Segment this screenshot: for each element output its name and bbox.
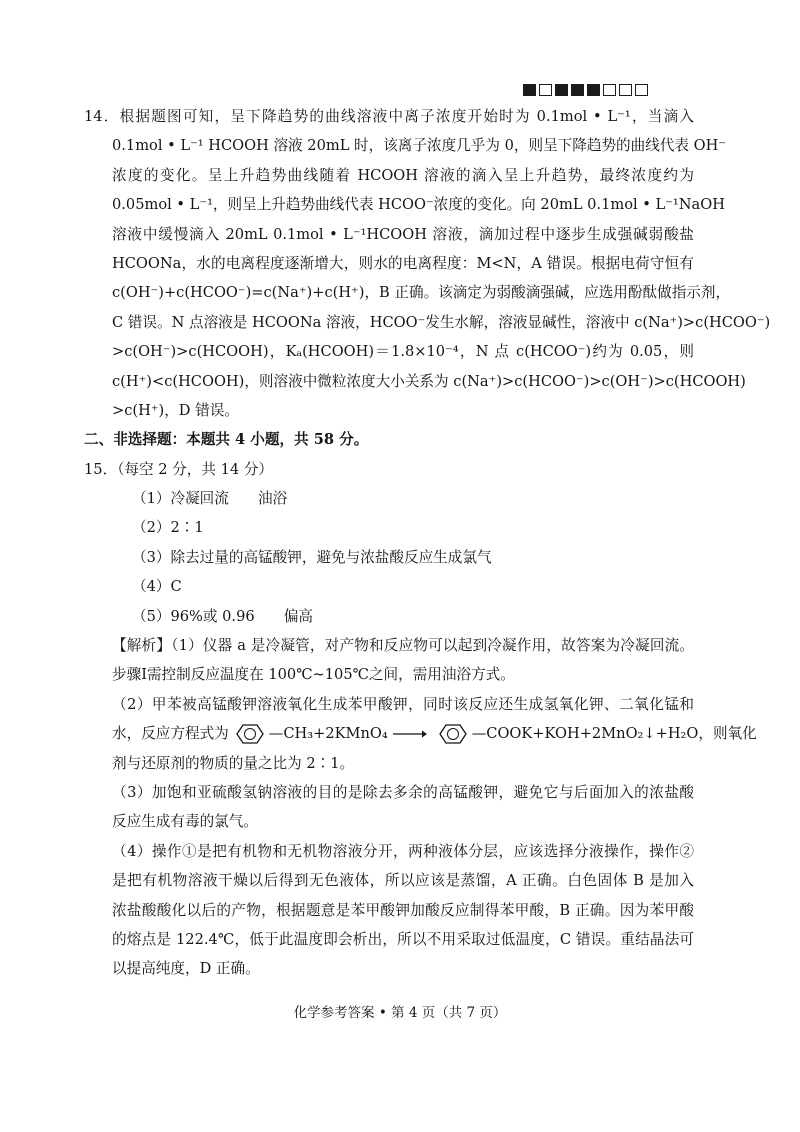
q15-answer-3: （3）除去过量的高锰酸钾，避免与浓盐酸反应生成氯气 — [132, 548, 492, 566]
q15-answer-5: （5）96%或 0.96 偏高 — [132, 607, 314, 625]
q15-answer-1: （1）冷凝回流 油浴 — [132, 490, 288, 508]
equation-line — [112, 719, 757, 748]
benzene-ring-icon — [229, 723, 269, 745]
page-footer: 化学参考答案 • 第 4 页（共 7 页） — [293, 1005, 507, 1021]
analysis-line-7: 反应生成有毒的氯气。 — [112, 813, 258, 831]
q14-line-3: 浓度的变化。呈上升趋势曲线随着 HCOOH 溶液的滴入呈上升趋势，最终浓度约为 — [112, 166, 694, 184]
progress-squares — [523, 84, 648, 96]
q15-answer-4: （4）C — [132, 578, 182, 596]
analysis-line-3: （2）甲苯被高锰酸钾溶液氧化生成苯甲酸钾，同时该反应还生成氢氧化钾、二氧化锰和 — [112, 695, 694, 713]
q15-answer-2: （2）2∶1 — [132, 519, 204, 537]
benzene-ring-icon — [432, 723, 472, 745]
q14-line-9: >c(OH⁻)>c(HCOOH)，Kₐ(HCOOH)＝1.8×10⁻⁴，N 点 c(HCOO⁻)约为 0.05，则 — [112, 343, 694, 361]
empty-square-icon — [635, 84, 648, 96]
empty-square-icon — [539, 84, 552, 96]
filled-square-icon — [555, 84, 568, 96]
analysis-line-10: 浓盐酸酸化以后的产物，根据题意是苯甲酸钾加酸反应制得苯甲酸，B 正确。因为苯甲酸 — [112, 901, 694, 919]
reaction-arrow-icon — [392, 729, 428, 739]
analysis-line-11: 的熔点是 122.4℃，低于此温度即会析出，所以不用采取过低温度，C 错误。重结晶法可 — [112, 930, 694, 948]
q14-line-7: c(OH⁻)+c(HCOO⁻)=c(Na⁺)+c(H⁺)，B 正确。该滴定为弱酸滴强碱，应选用酚酞做指示剂， — [112, 284, 731, 302]
q14-line-5: 溶液中缓慢滴入 20mL 0.1mol • L⁻¹HCOOH 溶液，滴加过程中逐步生成强碱弱酸盐 — [112, 225, 694, 243]
analysis-line-5: 剂与还原剂的物质的量之比为 2∶1。 — [112, 754, 355, 772]
analysis-line-12: 以提高纯度，D 正确。 — [112, 960, 260, 978]
empty-square-icon — [619, 84, 632, 96]
q14-line-10: c(H⁺)<c(HCOOH)，则溶液中微粒浓度大小关系为 c(Na⁺)>c(HCOO⁻)>c(OH⁻)>c(HCOOH) — [112, 372, 746, 390]
q14-line-4: 0.05mol • L⁻¹，则呈上升趋势曲线代表 HCOO⁻浓度的变化。向 20mL 0.1mol • L⁻¹NaOH — [112, 196, 725, 214]
q14-line-8: C 错误。N 点溶液是 HCOONa 溶液，HCOO⁻发生水解，溶液显碱性，溶液中 c(Na⁺)>c(HCOO⁻) — [112, 313, 771, 331]
answer-content — [84, 102, 771, 984]
equation-prefix: 水，反应方程式为 — [112, 725, 229, 743]
analysis-line-8: （4）操作①是把有机物和无机物溶液分开，两种液体分层，应该选择分液操作，操作② — [112, 842, 694, 860]
equation-right: —COOK+KOH+2MnO₂↓+H₂O，则氧化 — [471, 725, 757, 743]
filled-square-icon — [571, 84, 584, 96]
empty-square-icon — [603, 84, 616, 96]
q14-line-2: 0.1mol • L⁻¹ HCOOH 溶液 20mL 时，该离子浓度几乎为 0，则呈下降趋势的曲线代表 OH⁻ — [112, 137, 727, 155]
section-heading: 二、非选择题：本题共 4 小题，共 58 分。 — [84, 431, 369, 449]
q15-heading: 15．（每空 2 分，共 14 分） — [84, 460, 274, 478]
filled-square-icon — [587, 84, 600, 96]
q14-line-11: >c(H⁺)，D 错误。 — [112, 401, 239, 419]
analysis-line-1: 【解析】（1）仪器 a 是冷凝管，对产物和反应物可以起到冷凝作用，故答案为冷凝回流。 — [112, 637, 694, 655]
analysis-line-2: 步骤Ⅰ需控制反应温度在 100℃~105℃之间，需用油浴方式。 — [112, 666, 515, 684]
analysis-line-6: （3）加饱和亚硫酸氢钠溶液的目的是除去多余的高锰酸钾，避免它与后面加入的浓盐酸 — [112, 783, 694, 801]
q14-line-6: HCOONa，水的电离程度逐渐增大，则水的电离程度：M<N，A 错误。根据电荷守恒有 — [112, 254, 694, 272]
analysis-line-9: 是把有机物溶液干燥以后得到无色液体，所以应该是蒸馏，A 正确。白色固体 B 是加入 — [112, 872, 694, 890]
equation-left: —CH₃+2KMnO₄ — [268, 725, 388, 743]
filled-square-icon — [523, 84, 536, 96]
q14-line-1: 14．根据题图可知，呈下降趋势的曲线溶液中离子浓度开始时为 0.1mol • L⁻¹，当滴入 — [84, 108, 694, 125]
